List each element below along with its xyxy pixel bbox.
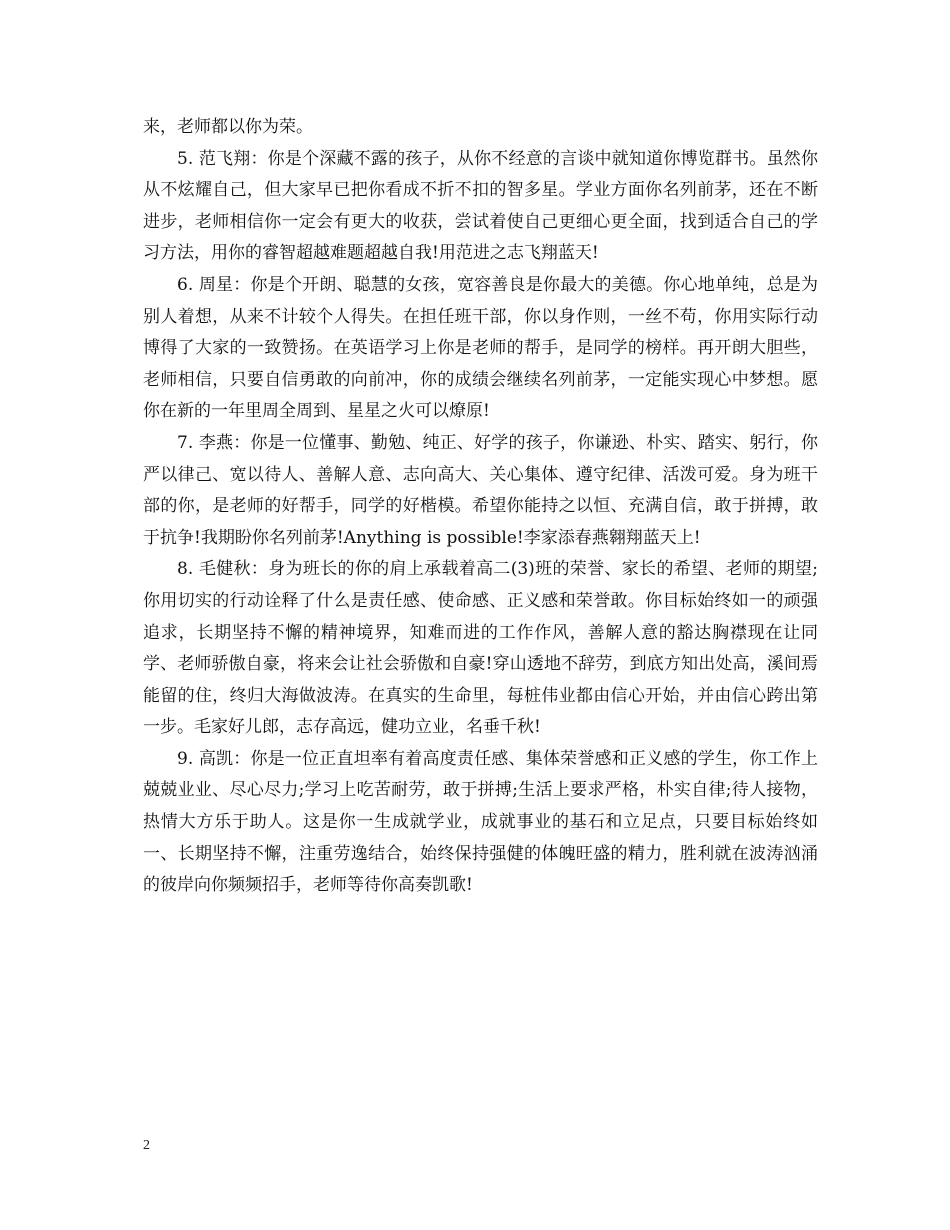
paragraph-item-9: 9. 高凯：你是一位正直坦率有着高度责任感、集体荣誉感和正义感的学生，你工作上兢兢业业、尽心尽力;学习上吃苦耐劳，敢于拼搏;生活上要求严格，朴实自律;待人接物，热情大方乐于助人。这是你一生成就学业，成就事业的基石和立足点，只要目标始终如一、长期坚持不懈，注重劳逸结合，始终保持强健的体魄旺盛的精力，胜利就在波涛汹涌的彼岸向你频频招手，老师等待你高奏凯歌! (143, 748, 818, 896)
paragraph-item-7: 7. 李燕：你是一位懂事、勤勉、纯正、好学的孩子，你谦逊、朴实、踏实、躬行，你严以律己、宽以待人、善解人意、志向高大、关心集体、遵守纪律、活泼可爱。身为班干部的你，是老师的好帮手，同学的好楷模。希望你能持之以恒、充满自信，敢于拼搏，敢于抗争!我期盼你名列前茅!Anything is possible!李家添春燕翱翔蓝天上! (143, 432, 818, 548)
page-number: 2 (143, 1138, 150, 1153)
paragraph-continued: 来，老师都以你为荣。 (143, 117, 313, 137)
paragraph-item-6: 6. 周星：你是个开朗、聪慧的女孩，宽容善良是你最大的美德。你心地单纯，总是为别人着想，从来不计较个人得失。在担任班干部，你以身作则，一丝不苟，你用实际行动博得了大家的一致赞扬。在英语学习上你是老师的帮手，是同学的榜样。再开朗大胆些，老师相信，只要自信勇敢的向前冲，你的成绩会继续名列前茅，一定能实现心中梦想。愿你在新的一年里周全周到、星星之火可以燎原! (143, 274, 818, 422)
document-body (143, 112, 818, 902)
paragraph-item-8: 8. 毛健秋：身为班长的你的肩上承载着高二(3)班的荣誉、家长的希望、老师的期望;你用切实的行动诠释了什么是责任感、使命感、正义感和荣誉敢。你目标始终如一的顽强追求，长期坚持不懈的精神境界，知难而进的工作作风，善解人意的豁达胸襟现在让同学、老师骄傲自豪，将来会让社会骄傲和自豪!穿山透地不辞劳，到底方知出处高，溪间焉能留的住，终归大海做波涛。在真实的生命里，每桩伟业都由信心开始，并由信心跨出第一步。毛家好儿郎，志存高远，健功立业，名垂千秋! (143, 559, 818, 738)
paragraph-item-5: 5. 范飞翔：你是个深藏不露的孩子，从你不经意的言谈中就知道你博览群书。虽然你从不炫耀自己，但大家早已把你看成不折不扣的智多星。学业方面你名列前茅，还在不断进步，老师相信你一定会有更大的收获，尝试着使自己更细心更全面，找到适合自己的学习方法，用你的睿智超越难题超越自我!用范进之志飞翔蓝天! (143, 148, 818, 264)
